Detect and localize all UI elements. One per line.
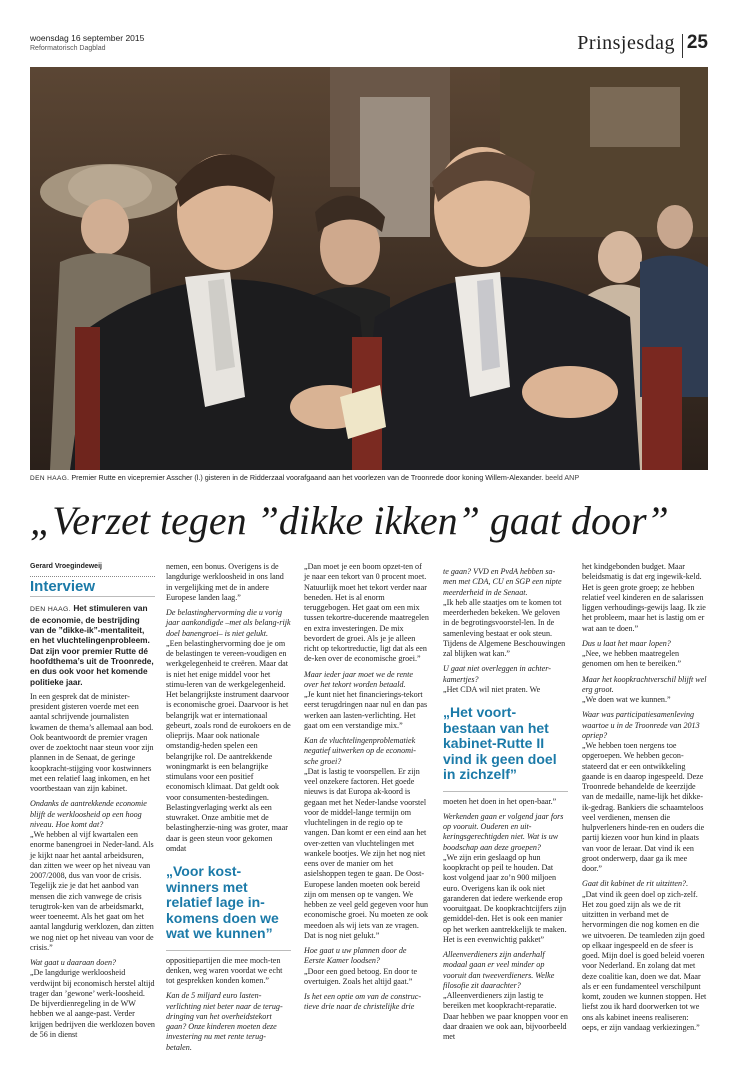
pull-quote: „Voor kost-winners met relatief lage in-komens doen we wat we kunnen”: [166, 863, 279, 941]
interview-answer: moeten het doen in het open-baar.”: [443, 796, 557, 806]
section-title: Prinsjesdag: [577, 32, 675, 54]
interview-answer: het kindgebonden budget. Maar beleidsmatig is dat erg ingewik-keld. Het is geen grote groep; ze hebben relatief veel kinderen en de salarissen liggen verhoudings-gewijs laag. Ik zie het probleem, maar het is lastig om er wat aan te doen.”: [582, 562, 706, 633]
column-body: [166, 956, 291, 1053]
interview-answer: „Dat vind ik geen doel op zich-zelf. Het zou goed zijn als we de rit uitzitten in verband met de hervormingen die nog komen en die we uitvoeren. De teamleden zijn goed op elkaar ingespeeld en de sfeer is goed. Mijn doel is goed beleid voeren voor Nederland. En zolang dat met deze coalitie kan, doen we dat. Maar als er een fundamenteel verschilpunt komt, zouden we kunnen stoppen. Het liefst zou ik hard doorwerken tot we ons als kabinet ineens realiseren: oeps, er zijn vandaag verkiezingen.”: [582, 889, 707, 1032]
newspaper-name: Reformatorisch Dagblad: [30, 45, 106, 52]
masthead: [30, 30, 708, 64]
interview-answer: In een gesprek dat de minister-president gisteren voerde met een aantal schrijvende journalisten kwamen de thema’s allemaal aan bod. Ook beantwoordt de premier vragen over de zoektocht naar steun voor zijn plannen in de Senaat, de geringe koopkracht-stijging voor kostwinners met een relatief laag inkomen, en het voortbestaan van zijn kabinet.: [30, 691, 154, 794]
lead-place: DEN HAAG.: [30, 605, 71, 613]
pull-quote: „Het voort-bestaan van het kabinet-Rutte II vind ik geen doel in zichzelf”: [443, 704, 557, 782]
interview-question: Hoe gaat u uw plannen door de Eerste Kamer loodsen?: [304, 946, 407, 966]
interview-question: U gaat niet overleggen in achter-kamertjes?: [443, 664, 551, 684]
interview-question: Kan de vluchtelingenproblematiek negatief uitwerken op de economi-sche groei?: [304, 736, 416, 766]
interview-answer: „We doen wat we kunnen.”: [582, 695, 671, 704]
interview-answer: „De langdurige werkloosheid verdwijnt bij economisch herstel altijd trager dan ’gewone’ werk-loosheid. De bijverdienregeling in de WW hebben we al aange-past. Verder krijgen bedrijven die werklozen boven de 56 in dienst: [30, 968, 155, 1039]
article-column-3: [304, 562, 429, 1013]
interview-answer: „Je kunt niet het financierings-tekort eerst terugdringen naar nul en dan pas werken aan lasten-verlichting. Het gaat om een verstandige mix.”: [304, 690, 428, 730]
article-column-4: [443, 562, 568, 1042]
photo-credit: beeld ANP: [545, 473, 580, 482]
interview-answer: „Door een goed betoog. En door te overtuigen. Zoals het altijd gaat.”: [304, 966, 418, 986]
interview-question: De belastinghervorming die u vorig jaar aankondigde –met als belang-rijk doel banengroei– is niet gelukt.: [166, 608, 291, 638]
interview-answer: „Een belastinghervorming doe je om de belastingen te vereen-voudigen en werkgelegenheid te creëren. Maar dat is niet het enige middel voor het stimu-leren van de werkgelegenheid. Het belangrijkste instrument daarvoor is economische groei. Daarvoor is het belangrijk wat er internationaal gebeurt, zoals rond de eurokoers en de olieprijs. Maar ook nationale omstandig-heden spelen een belangrijke rol. De aantrekkende woningmarkt is een belangrijke stimulans voor een positief economisch klimaat. Dat geldt ook voor consumenten-bestedingen. Belastingverlaging werkt als een stuwraket. Onze ambitie met de belastingherzie-ning was groter, maar daar is geen steun voor gekomen omdat: [166, 638, 291, 853]
interview-question: Alleenverdieners zijn anderhalf modaal gaan er veel minder op vooruit dan tweeverdieners. Welke filosofie zit daarachter?: [443, 950, 555, 990]
interview-question: Ondanks de aantrekkende economie blijft de werkloosheid op een hoog niveau. Hoe komt dat?: [30, 799, 147, 829]
photo-caption: [30, 473, 708, 484]
interview-question: Dus u laat het maar lopen?: [582, 638, 671, 648]
page-number: 25: [686, 32, 708, 53]
column-body: [443, 797, 568, 1043]
masthead-divider: [682, 34, 683, 58]
lead-text: Het stimuleren van de economie, de bestrijding van de ”dikke-ik”-mentaliteit, en het vluchtelingenprobleem. Dat zijn voor premier Rutte dé hoofdthema’s uit de Troonrede, en dus ook voor het komende politieke jaar.: [30, 602, 154, 687]
interview-question: te gaan? VVD en PvdA hebben sa-men met CDA, CU en SGP een nipte meerderheid in de Senaat.: [443, 567, 562, 597]
interview-answer: oppositiepartijen die mee moch-ten denken, weg waren voordat we echt tot gesprekken konden komen.”: [166, 955, 283, 985]
interview-answer: nemen, een bonus. Overigens is de langdurige werkloosheid in ons land in vergelijking met de in andere Europese landen laag.”: [166, 562, 284, 602]
column-body: [166, 562, 291, 854]
caption-place: DEN HAAG.: [30, 475, 70, 482]
article-lead: [30, 603, 155, 687]
interview-question: Kan de 5 miljard euro lasten-verlichting niet beter naar de terug-dringing van het overheidstekort gaan? Onze kinderen moeten deze investering nu met rente terug-betalen.: [166, 991, 283, 1052]
interview-answer: „Ik heb alle staatjes om te komen tot meerderheden bekeken. We geloven in de begrotingsvoorstel-len. In de samenleving bestaat er ook steun. Tijdens de Algemene Beschouwingen zal blijken wat kan.”: [443, 597, 566, 658]
article-photo: [30, 67, 708, 470]
column-body: [443, 567, 568, 695]
interview-answer: „We hebben al vijf kwartalen een enorme banengroei in Neder-land. Als je kijkt naar het aantal arbeidsuren, dan zitten we weer op het niveau van 2007/2008, dus van voor de crisis. Tegelijk zie je dat het aanbod van mensen die zich vanwege de crisis terugtrok-ken van de arbeidsmarkt, weer toeneemt. Als het gaat om het aantal langdurig werklozen, dan zitten we nog niet op het niveau van voor de crisis.”: [30, 830, 154, 952]
column-body: [582, 562, 707, 1033]
article-column-5: [582, 562, 707, 1033]
byline: Gerard Vroegindeweij: [30, 562, 155, 577]
kicker: Interview: [30, 582, 155, 596]
column-body: [304, 562, 429, 1013]
interview-question: Maar het koopkrachtverschil blijft wel erg groot.: [582, 674, 707, 694]
photo-illustration: [30, 67, 708, 470]
interview-answer: „Nee, we hebben maatregelen genomen om hen te bereiken.”: [582, 649, 682, 669]
pull-quote-rule: [166, 950, 291, 951]
interview-answer: „Alleenverdieners zijn lastig te bereiken met koopkracht-reparatie. Daar hebben we paar knoppen voor en daar draaien we ook aan, bijvoorbeeld met: [443, 991, 568, 1041]
interview-answer: „Het CDA wil niet praten. We: [443, 684, 541, 694]
column-body: [30, 692, 155, 1040]
interview-question: Werkenden gaan er volgend jaar fors op vooruit. Ouderen en uit-keringsgerechtigden niet. Wat is uw boodschap aan deze groepen?: [443, 811, 564, 852]
interview-answer: „We hebben toen nergens toe opgeroepen. We hebben gecon-stateerd dat er een ontwikkeling gaande is en daarop ingespeeld. Deze Troonrede behandelde de keerzijde van de medaille, name-lijk het dikke-ik-gedrag. Bankiers die schaamteloos veel verdienen, mensen die hulpverleners hinde-ren en ouders die partij kiezen voor hun kind in plaats van voor de leraar. Dat vind ik een groot onderwerp, daar ga ik mee door.”: [582, 741, 705, 873]
interview-question: Waar was participatiesamenleving waartoe u in de Troonrede van 2013 opriep?: [582, 710, 700, 740]
pull-quote-rule: [443, 791, 568, 792]
interview-question: Gaat dit kabinet de rit uitzitten?.: [582, 879, 689, 889]
interview-question: Is het een optie om van de construc-tieve drie naar de christelijke drie: [304, 992, 422, 1012]
headline: „Verzet tegen ”dikke ikken” gaat door”: [30, 498, 669, 543]
interview-answer: „Dat is lastig te voorspellen. Er zijn veel onzekere factoren. Het goede nieuws is dat Europa ak-koord is gegaan met het Neder-landse voorstel voor de middel-lange termijn om vluchtelingen in de regio op te vangen. Dan komt er een eind aan het over-zetten van vluchtelingen met wankele bootjes. We zijn het nog niet eens over de manier om het asielshoppen tegen te gaan. De Oost-Europese landen moeten ook bereid zijn om mensen op te vangen. We hebben ze veel geld gegeven voor hun economische groei. Nu moeten ze ook meedoen als wij iets van ze vragen. Dat is nog niet gelukt.”: [304, 766, 429, 940]
interview-answer: „We zijn erin geslaagd op hun koopkracht op peil te houden. Dat kost volgend jaar zo’n 900 miljoen euro. Overigens kan ik ook niet garanderen dat iedere werkende erop vooruitgaat. De koopkrachtcijfers zijn gemiddel-den. Het is ook een manier op het werken aantrekkelijk te maken. Het is een evenwichtig pakket”: [443, 852, 567, 944]
issue-date: woensdag 16 september 2015: [30, 33, 145, 43]
article-column-1: [30, 562, 155, 1040]
interview-answer: „Dan moet je een boom opzet-ten of je naar een tekort van 0 procent moet. Natuurlijk moet het tekort verder naar beneden. Het is al enorm teruggebogen. Het gaat om een mix tussen tekortre-ducerende maatregelen en extra investeringen. De mix bevordert de groei. Als je je alleen richt op tekortreductie, ligt dat als een de-ken over de economische groei.”: [304, 562, 429, 664]
interview-question: Wat gaat u daaraan doen?: [30, 958, 117, 968]
interview-question: Maar ieder jaar moet we de rente over het tekort worden betaald.: [304, 669, 413, 689]
caption-text: Premier Rutte en vicepremier Asscher (l.) gisteren in de Ridderzaal voorafgaand aan het voorlezen van de Troonrede door koning Willem-Alexander.: [71, 473, 544, 482]
article-column-2: [166, 562, 291, 1053]
